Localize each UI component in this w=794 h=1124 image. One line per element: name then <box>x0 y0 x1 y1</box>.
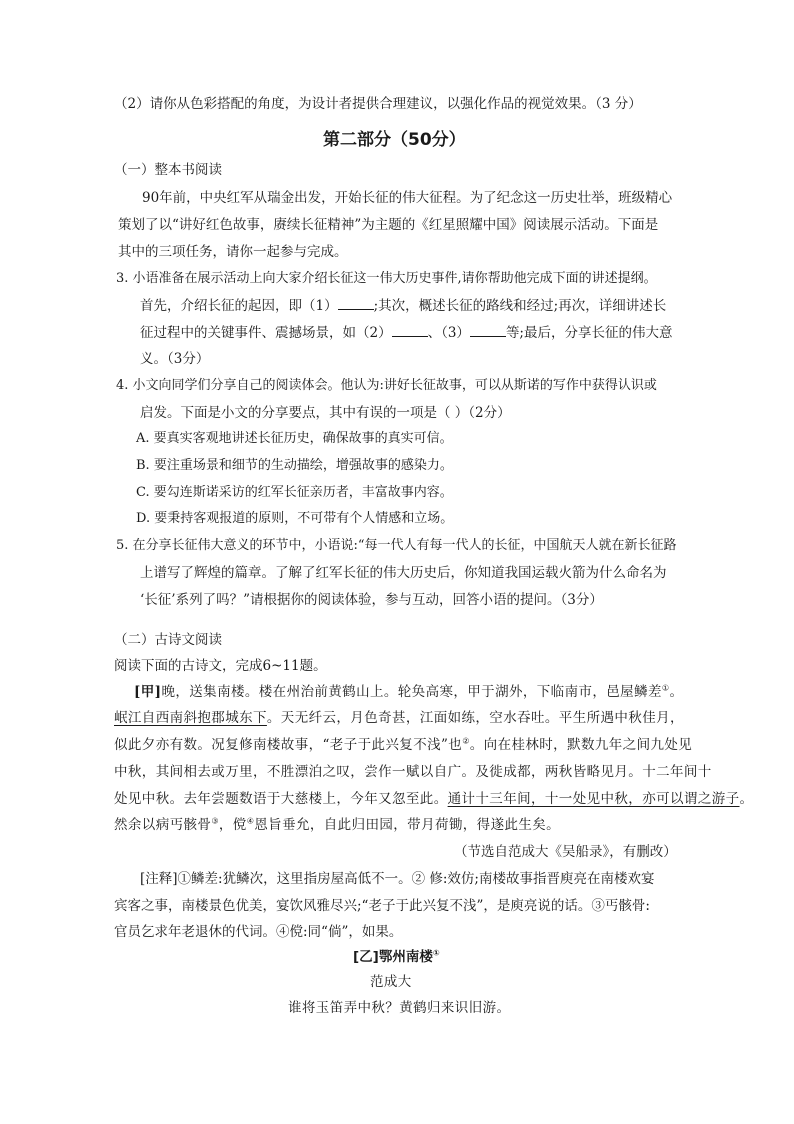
jia-text: ，傥 <box>218 817 247 833</box>
jia-text: 。向在桂林时，默数九年之间九处见 <box>469 737 693 753</box>
answer-blank-1[interactable] <box>338 296 374 310</box>
underlined-sentence-1: 岷江自西南斜抱郡城东下 <box>114 710 267 726</box>
jia-text: 。天无纤云，月色奇甚，江面如练，空水吞吐。平生所遇中秋佳月， <box>266 710 684 726</box>
q4-stem-2: 启发。下面是小文的分享要点，其中有误的一项是（ ）（2分） <box>140 405 511 421</box>
jia-text: 处见中秋。去年尝题数语于大慈楼上，今年又忽至此。 <box>114 791 448 807</box>
jia-line-5 <box>114 789 753 809</box>
footnote-mark: ① <box>661 683 670 693</box>
jia-text: 。 <box>739 791 754 807</box>
yi-title <box>353 947 440 967</box>
jia-source: （节选自范成大《吴船录》，有删改） <box>454 844 677 860</box>
part-two-title: 第二部分（50分） <box>323 130 466 150</box>
section-2-instruction: 阅读下面的古诗文，完成6~11题。 <box>114 658 327 674</box>
jia-tag: [甲] <box>134 684 162 700</box>
q3-outline-line-2 <box>140 323 673 343</box>
q3-outline-line-1 <box>140 296 666 316</box>
q3-text: 、（3） <box>427 325 470 341</box>
jia-text: 晚，送集南楼。楼在州治前黄鹤山上。轮奂高寒，甲于湖外，下临南市，邑屋鳞差 <box>161 684 662 700</box>
intro-line-3: 其中的三项任务，请你一起参与完成。 <box>118 244 348 260</box>
jia-text: 恩旨垂允，自此归田园，带月荷锄，得遂此生矣。 <box>254 817 561 833</box>
footnote-mark: ② <box>462 736 470 746</box>
underlined-sentence-2: 通计十三年间，十一处见中秋，亦可以谓之游子 <box>447 791 740 807</box>
q3-text: 首先，介绍长征的起因，即（1） <box>140 298 338 314</box>
notes-line-1: [注释]①鳞差:犹鳞次，这里指房屋高低不一。② 修:效仿;南楼故事指晋庾亮在南楼欢宴 <box>140 871 655 887</box>
q4-stem: 4. 小文向同学们分享自己的阅读体会。他认为:讲好长征故事，可以从斯诺的写作中获得认识或 <box>116 378 657 393</box>
jia-line-2 <box>114 708 684 728</box>
answer-blank-2[interactable] <box>392 323 428 337</box>
answer-blank-3[interactable] <box>470 323 506 337</box>
q3-text: ;其次，概述长征的路线和经过;再次，详细讲述长 <box>373 298 667 314</box>
yi-poem-line-1: 谁将玉笛弄中秋？黄鹤归来识旧游。 <box>288 1000 511 1016</box>
notes-line-2: 宾客之事，南楼景色优美，宴饮风雅尽兴;“老子于此兴复不浅”，是庾亮说的话。③丐骸骨: <box>114 898 650 914</box>
section-1-heading: （一）整本书阅读 <box>114 162 222 178</box>
jia-line-6 <box>114 815 560 835</box>
footnote-mark: ③ <box>211 816 219 826</box>
q4-option-d: D. 要秉持客观报道的原则，不可带有个人情感和立场。 <box>136 511 454 526</box>
yi-title-text: [乙]鄂州南楼 <box>353 949 433 965</box>
q4-option-b: B. 要注重场景和细节的生动描绘，增强故事的感染力。 <box>136 458 453 473</box>
q3-outline-line-3: 义。（3分） <box>140 351 210 367</box>
q5-line-2: 上谱写了辉煌的篇章。了解了红军长征的伟大历史后，你知道我国运载火箭为什么命名为 <box>140 565 667 581</box>
jia-text: 。 <box>669 684 684 700</box>
jia-line-3 <box>114 735 692 755</box>
q4-option-a: A. 要真实客观地讲述长征历史，确保故事的真实可信。 <box>136 431 453 446</box>
jia-text: 然余以病丐骸骨 <box>114 817 212 833</box>
q3-stem: 3. 小语准备在展示活动上向大家介绍长征这一伟大历史事件,请你帮助他完成下面的讲述提纲。 <box>116 271 657 286</box>
intro-line-1: 90年前，中央红军从瑞金出发，开始长征的伟大征程。为了纪念这一历史壮举，班级精心 <box>142 190 673 206</box>
intro-line-2: 策划了以“讲好红色故事，赓续长征精神”为主题的《红星照耀中国》阅读展示活动。下面是 <box>118 217 659 233</box>
section-2-heading: （二）古诗文阅读 <box>114 632 222 648</box>
footnote-mark: ④ <box>246 816 255 826</box>
q4-option-c: C. 要勾连斯诺采访的红军长征亲历者，丰富故事内容。 <box>136 485 453 500</box>
q3-text: 等;最后，分享长征的伟大意 <box>505 325 673 341</box>
jia-line-1 <box>134 682 683 702</box>
question-2-line: （2）请你从色彩搭配的角度，为设计者提供合理建议，以强化作品的视觉效果。（3 分） <box>114 96 642 112</box>
q3-text: 征过程中的关键事件、震撼场景，如（2） <box>140 325 392 341</box>
yi-author: 范成大 <box>370 974 412 990</box>
notes-line-3: 官员乞求年老退休的代词。④傥:同“倘”，如果。 <box>114 924 403 940</box>
jia-text: 似此夕亦有数。况复修南楼故事，“老子于此兴复不浅”也 <box>114 737 463 753</box>
q5-line-1: 5. 在分享长征伟大意义的环节中，小语说:“每一代人有每一代人的长征，中国航天人就在新长征路 <box>116 538 677 553</box>
jia-line-4: 中秋，其间相去或万里，不胜漂泊之叹，尝作一赋以自广。及徙成都，两秋皆略见月。十二年间十 <box>114 764 712 780</box>
q5-line-3: ‘长征’系列了吗？”请根据你的阅读体验，参与互动，回答小语的提问。（3分） <box>140 592 603 608</box>
footnote-mark: ① <box>432 948 440 958</box>
